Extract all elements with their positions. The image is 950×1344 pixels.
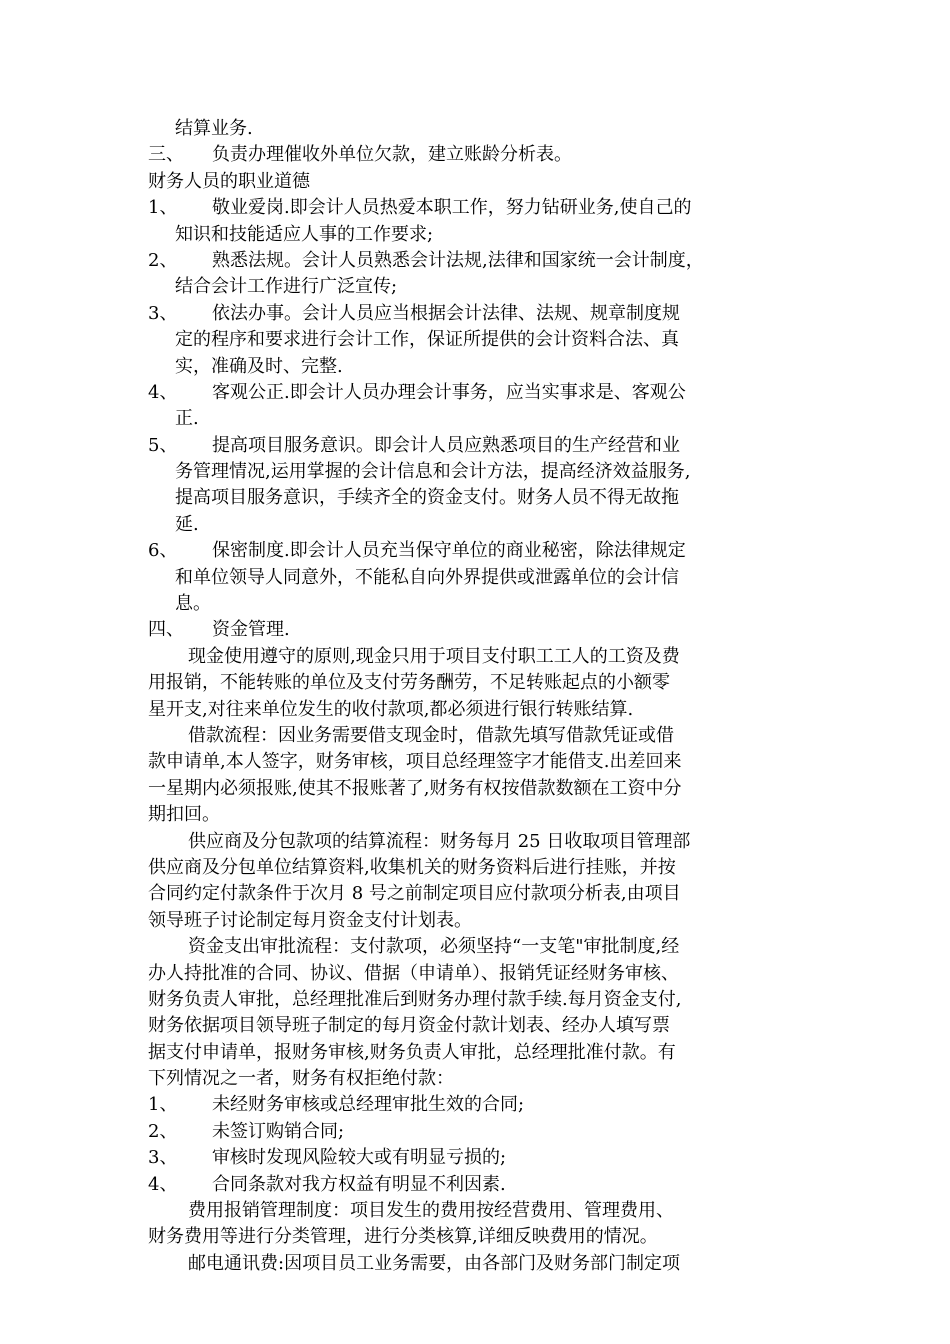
continuation-line: 知识和技能适应人事的工作要求; (175, 223, 434, 245)
text-line: 据支付申请单，报财务审核,财务负责人审批，总经理批准付款。有 (148, 1041, 676, 1063)
list-item (148, 195, 808, 221)
text-line: 供应商及分包单位结算资料,收集机关的财务资料后进行挂账，并按 (148, 856, 676, 878)
text-line: 期扣回。 (148, 804, 220, 826)
list-item-text: 负责办理催收外单位欠款，建立账龄分析表。 (212, 144, 572, 166)
text-line: 款申请单,本人签字，财务审核，项目总经理签字才能借支.出差回来 (148, 751, 682, 773)
list-item-text: 熟悉法规。会计人员熟悉会计法规,法律和国家统一会计制度， (212, 249, 704, 271)
list-item (148, 380, 808, 406)
text-line: 一星期内必须报账,使其不报账著了,财务有权按借款数额在工资中分 (148, 777, 682, 799)
list-item-number: 5、 (148, 434, 178, 456)
text-line: 财务人员的职业道德 (148, 170, 310, 192)
paragraph-first-line: 邮电通讯费:因项目员工业务需要，由各部门及财务部门制定项 (188, 1252, 681, 1274)
continuation-line: 结算业务. (175, 118, 253, 139)
list-item-text: 依法办事。会计人员应当根据会计法律、法规、规章制度规 (212, 302, 680, 324)
text-line: 星开支,对往来单位发生的收付款项,都必须进行银行转账结算. (148, 698, 634, 720)
continuation-line: 务管理情况,运用掌握的会计信息和会计方法，提高经济效益服务, (175, 461, 691, 483)
paragraph-first-line: 供应商及分包款项的结算流程：财务每月 25 日收取项目管理部 (188, 830, 691, 852)
list-item (148, 538, 808, 564)
list-item-number: 1、 (148, 197, 178, 219)
list-item-text: 提高项目服务意识。即会计人员应熟悉项目的生产经营和业 (212, 434, 680, 456)
list-item-text: 未经财务审核或总经理审批生效的合同; (212, 1094, 525, 1116)
list-item-text: 客观公正.即会计人员办理会计事务，应当实事求是、客观公 (212, 381, 686, 403)
text-line: 财务依据项目领导班子制定的每月资金付款计划表、经办人填写票 (148, 1015, 670, 1037)
list-item-number: 4、 (148, 381, 178, 403)
text-line: 财务负责人审批，总经理批准后到财务办理付款手续.每月资金支付, (148, 988, 682, 1010)
list-item (148, 617, 808, 643)
paragraph-first-line: 借款流程：因业务需要借支现金时，借款先填写借款凭证或借 (188, 724, 674, 746)
paragraph-first-line: 现金使用遵守的原则,现金只用于项目支付职工工人的工资及费 (188, 645, 680, 667)
list-item (148, 1092, 808, 1118)
continuation-line: 息。 (175, 593, 211, 615)
continuation-line: 延. (175, 513, 199, 535)
continuation-line: 正. (175, 408, 199, 430)
list-item (148, 1119, 808, 1145)
list-item-text: 资金管理. (212, 619, 290, 641)
list-item-text: 保密制度.即会计人员充当保守单位的商业秘密，除法律规定 (212, 540, 686, 562)
continuation-line: 实，准确及时、完整. (175, 355, 343, 377)
list-item-number: 3、 (148, 1147, 178, 1169)
continuation-line: 提高项目服务意识，手续齐全的资金支付。财务人员不得无故拖 (175, 487, 679, 509)
list-item-number: 三、 (148, 144, 184, 166)
list-item-text: 敬业爱岗.即会计人员热爱本职工作，努力钻研业务,使自己的 (212, 197, 692, 219)
paragraph-first-line: 费用报销管理制度：项目发生的费用按经营费用、管理费用、 (188, 1200, 674, 1222)
list-item-number: 1、 (148, 1094, 178, 1116)
continuation-line: 结合会计工作进行广泛宣传; (175, 276, 398, 298)
list-item-number: 3、 (148, 302, 178, 324)
text-line: 财务费用等进行分类管理，进行分类核算,详细反映费用的情况。 (148, 1226, 658, 1248)
text-line: 领导班子讨论制定每月资金支付计划表。 (148, 909, 472, 931)
list-item (148, 248, 808, 274)
list-item (148, 1145, 808, 1171)
text-line: 下列情况之一者，财务有权拒绝付款： (148, 1068, 454, 1090)
list-item-number: 2、 (148, 249, 178, 271)
text-line: 用报销，不能转账的单位及支付劳务酬劳，不足转账起点的小额零 (148, 672, 670, 694)
continuation-line: 定的程序和要求进行会计工作，保证所提供的会计资料合法、真 (175, 329, 679, 351)
list-item-text: 合同条款对我方权益有明显不利因素. (212, 1173, 506, 1195)
list-item-text: 审核时发现风险较大或有明显亏损的; (212, 1147, 507, 1169)
list-item (148, 1172, 808, 1198)
list-item-number: 4、 (148, 1173, 178, 1195)
text-line: 办人持批准的合同、协议、借据（申请单）、报销凭证经财务审核、 (148, 962, 679, 984)
text-line: 合同约定付款条件于次月 8 号之前制定项目应付款项分析表,由项目 (148, 883, 681, 905)
continuation-line: 和单位领导人同意外，不能私自向外界提供或泄露单位的会计信 (175, 566, 679, 588)
list-item-number: 2、 (148, 1120, 178, 1142)
document-body (148, 116, 808, 1277)
paragraph-first-line: 资金支出审批流程：支付款项，必须坚持“一支笔"审批制度,经 (188, 936, 680, 958)
list-item-number: 6、 (148, 540, 178, 562)
list-item-text: 未签订购销合同; (212, 1120, 345, 1142)
list-item (148, 142, 808, 168)
list-item (148, 433, 808, 459)
list-item (148, 301, 808, 327)
list-item-number: 四、 (148, 619, 184, 641)
